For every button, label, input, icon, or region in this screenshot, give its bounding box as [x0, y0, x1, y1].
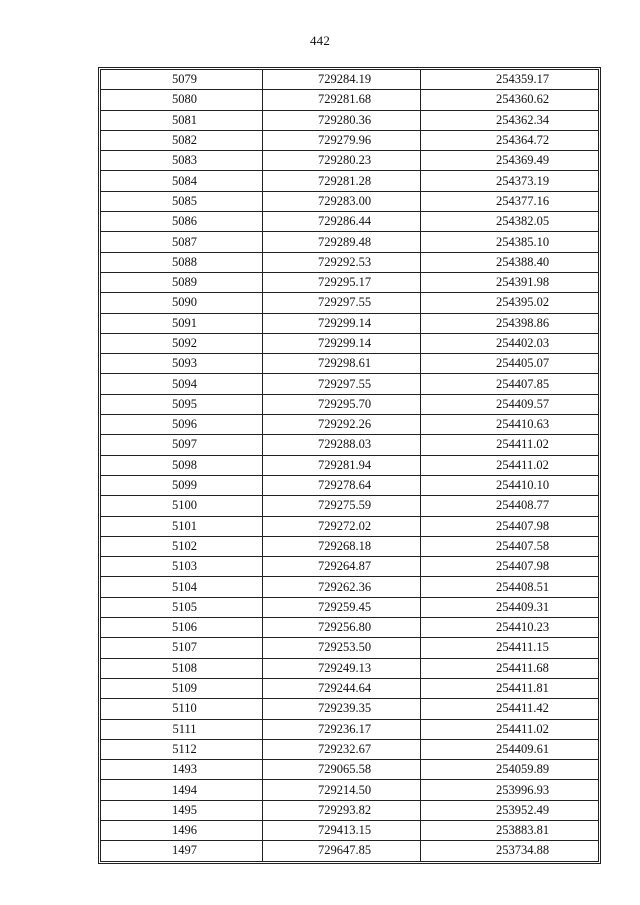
y-coordinate-cell: 254410.10 — [421, 475, 599, 495]
page-number: 442 — [309, 33, 331, 48]
point-number-cell: 5092 — [101, 333, 263, 353]
y-coordinate-cell: 254377.16 — [421, 191, 599, 211]
table-row — [101, 293, 599, 313]
point-number-cell: 5088 — [101, 252, 263, 272]
y-coordinate-cell: 254373.19 — [421, 171, 599, 191]
y-coordinate-cell: 254409.31 — [421, 597, 599, 617]
point-number-cell: 5098 — [101, 455, 263, 475]
point-number-cell: 1496 — [101, 820, 263, 840]
x-coordinate-cell: 729281.94 — [263, 455, 421, 475]
point-number-cell: 5082 — [101, 130, 263, 150]
coordinates-table — [100, 69, 599, 862]
point-number-cell: 5085 — [101, 191, 263, 211]
table-row — [101, 90, 599, 110]
x-coordinate-cell: 729264.87 — [263, 557, 421, 577]
table-row — [101, 638, 599, 658]
y-coordinate-cell: 254405.07 — [421, 354, 599, 374]
x-coordinate-cell: 729232.67 — [263, 739, 421, 759]
table-row — [101, 536, 599, 556]
y-coordinate-cell: 253952.49 — [421, 800, 599, 820]
coordinates-table-body — [101, 70, 599, 862]
y-coordinate-cell: 253734.88 — [421, 841, 599, 861]
y-coordinate-cell: 254411.02 — [421, 719, 599, 739]
table-row — [101, 577, 599, 597]
y-coordinate-cell: 254398.86 — [421, 313, 599, 333]
y-coordinate-cell: 254391.98 — [421, 272, 599, 292]
table-row — [101, 232, 599, 252]
y-coordinate-cell: 254362.34 — [421, 110, 599, 130]
y-coordinate-cell: 254408.51 — [421, 577, 599, 597]
table-row — [101, 191, 599, 211]
x-coordinate-cell: 729297.55 — [263, 374, 421, 394]
point-number-cell: 5087 — [101, 232, 263, 252]
y-coordinate-cell: 254364.72 — [421, 130, 599, 150]
table-row — [101, 516, 599, 536]
x-coordinate-cell: 729253.50 — [263, 638, 421, 658]
y-coordinate-cell: 254407.98 — [421, 516, 599, 536]
table-row — [101, 699, 599, 719]
point-number-cell: 5094 — [101, 374, 263, 394]
x-coordinate-cell: 729293.82 — [263, 800, 421, 820]
y-coordinate-cell: 254411.15 — [421, 638, 599, 658]
y-coordinate-cell: 254369.49 — [421, 151, 599, 171]
table-row — [101, 171, 599, 191]
x-coordinate-cell: 729281.68 — [263, 90, 421, 110]
x-coordinate-cell: 729259.45 — [263, 597, 421, 617]
point-number-cell: 5103 — [101, 557, 263, 577]
x-coordinate-cell: 729298.61 — [263, 354, 421, 374]
table-row — [101, 70, 599, 90]
point-number-cell: 1497 — [101, 841, 263, 861]
point-number-cell: 5111 — [101, 719, 263, 739]
x-coordinate-cell: 729249.13 — [263, 658, 421, 678]
table-row — [101, 374, 599, 394]
point-number-cell: 5104 — [101, 577, 263, 597]
x-coordinate-cell: 729299.14 — [263, 333, 421, 353]
y-coordinate-cell: 254360.62 — [421, 90, 599, 110]
x-coordinate-cell: 729214.50 — [263, 780, 421, 800]
x-coordinate-cell: 729292.53 — [263, 252, 421, 272]
table-row — [101, 841, 599, 861]
x-coordinate-cell: 729279.96 — [263, 130, 421, 150]
y-coordinate-cell: 254059.89 — [421, 760, 599, 780]
y-coordinate-cell: 254411.68 — [421, 658, 599, 678]
table-row — [101, 618, 599, 638]
point-number-cell: 5097 — [101, 435, 263, 455]
y-coordinate-cell: 254411.42 — [421, 699, 599, 719]
y-coordinate-cell: 254410.63 — [421, 415, 599, 435]
x-coordinate-cell: 729413.15 — [263, 820, 421, 840]
x-coordinate-cell: 729280.23 — [263, 151, 421, 171]
point-number-cell: 5106 — [101, 618, 263, 638]
table-row — [101, 354, 599, 374]
x-coordinate-cell: 729256.80 — [263, 618, 421, 638]
y-coordinate-cell: 254395.02 — [421, 293, 599, 313]
point-number-cell: 5093 — [101, 354, 263, 374]
x-coordinate-cell: 729065.58 — [263, 760, 421, 780]
table-row — [101, 151, 599, 171]
point-number-cell: 5100 — [101, 496, 263, 516]
point-number-cell: 5109 — [101, 678, 263, 698]
table-row — [101, 455, 599, 475]
table-row — [101, 252, 599, 272]
x-coordinate-cell: 729295.70 — [263, 394, 421, 414]
point-number-cell: 5102 — [101, 536, 263, 556]
point-number-cell: 5105 — [101, 597, 263, 617]
x-coordinate-cell: 729299.14 — [263, 313, 421, 333]
y-coordinate-cell: 254408.77 — [421, 496, 599, 516]
table-row — [101, 475, 599, 495]
point-number-cell: 1495 — [101, 800, 263, 820]
point-number-cell: 1494 — [101, 780, 263, 800]
point-number-cell: 5099 — [101, 475, 263, 495]
y-coordinate-cell: 254388.40 — [421, 252, 599, 272]
table-row — [101, 130, 599, 150]
x-coordinate-cell: 729275.59 — [263, 496, 421, 516]
y-coordinate-cell: 254382.05 — [421, 212, 599, 232]
x-coordinate-cell: 729268.18 — [263, 536, 421, 556]
y-coordinate-cell: 254409.57 — [421, 394, 599, 414]
y-coordinate-cell: 254407.85 — [421, 374, 599, 394]
x-coordinate-cell: 729295.17 — [263, 272, 421, 292]
table-row — [101, 739, 599, 759]
table-row — [101, 435, 599, 455]
point-number-cell: 5112 — [101, 739, 263, 759]
y-coordinate-cell: 254411.81 — [421, 678, 599, 698]
point-number-cell: 5079 — [101, 70, 263, 90]
y-coordinate-cell: 253996.93 — [421, 780, 599, 800]
y-coordinate-cell: 254409.61 — [421, 739, 599, 759]
table-row — [101, 394, 599, 414]
table-row — [101, 820, 599, 840]
point-number-cell: 5091 — [101, 313, 263, 333]
point-number-cell: 5096 — [101, 415, 263, 435]
table-row — [101, 597, 599, 617]
x-coordinate-cell: 729244.64 — [263, 678, 421, 698]
x-coordinate-cell: 729262.36 — [263, 577, 421, 597]
point-number-cell: 5081 — [101, 110, 263, 130]
x-coordinate-cell: 729284.19 — [263, 70, 421, 90]
x-coordinate-cell: 729280.36 — [263, 110, 421, 130]
x-coordinate-cell: 729281.28 — [263, 171, 421, 191]
y-coordinate-cell: 254411.02 — [421, 455, 599, 475]
table-row — [101, 313, 599, 333]
y-coordinate-cell: 254385.10 — [421, 232, 599, 252]
table-row — [101, 110, 599, 130]
x-coordinate-cell: 729239.35 — [263, 699, 421, 719]
coordinates-table-container — [100, 69, 598, 862]
table-row — [101, 800, 599, 820]
table-row — [101, 496, 599, 516]
y-coordinate-cell: 254407.98 — [421, 557, 599, 577]
point-number-cell: 5086 — [101, 212, 263, 232]
table-row — [101, 658, 599, 678]
x-coordinate-cell: 729297.55 — [263, 293, 421, 313]
table-row — [101, 415, 599, 435]
x-coordinate-cell: 729286.44 — [263, 212, 421, 232]
y-coordinate-cell: 254411.02 — [421, 435, 599, 455]
x-coordinate-cell: 729288.03 — [263, 435, 421, 455]
point-number-cell: 5110 — [101, 699, 263, 719]
point-number-cell: 5080 — [101, 90, 263, 110]
table-row — [101, 212, 599, 232]
x-coordinate-cell: 729647.85 — [263, 841, 421, 861]
point-number-cell: 5095 — [101, 394, 263, 414]
point-number-cell: 5107 — [101, 638, 263, 658]
table-row — [101, 557, 599, 577]
x-coordinate-cell: 729292.26 — [263, 415, 421, 435]
x-coordinate-cell: 729272.02 — [263, 516, 421, 536]
table-row — [101, 333, 599, 353]
table-row — [101, 780, 599, 800]
y-coordinate-cell: 253883.81 — [421, 820, 599, 840]
x-coordinate-cell: 729283.00 — [263, 191, 421, 211]
point-number-cell: 5089 — [101, 272, 263, 292]
point-number-cell: 1493 — [101, 760, 263, 780]
point-number-cell: 5108 — [101, 658, 263, 678]
table-row — [101, 678, 599, 698]
y-coordinate-cell: 254402.03 — [421, 333, 599, 353]
y-coordinate-cell: 254410.23 — [421, 618, 599, 638]
table-row — [101, 719, 599, 739]
point-number-cell: 5101 — [101, 516, 263, 536]
x-coordinate-cell: 729289.48 — [263, 232, 421, 252]
table-row — [101, 272, 599, 292]
point-number-cell: 5083 — [101, 151, 263, 171]
y-coordinate-cell: 254407.58 — [421, 536, 599, 556]
x-coordinate-cell: 729236.17 — [263, 719, 421, 739]
point-number-cell: 5090 — [101, 293, 263, 313]
table-row — [101, 760, 599, 780]
x-coordinate-cell: 729278.64 — [263, 475, 421, 495]
y-coordinate-cell: 254359.17 — [421, 70, 599, 90]
point-number-cell: 5084 — [101, 171, 263, 191]
